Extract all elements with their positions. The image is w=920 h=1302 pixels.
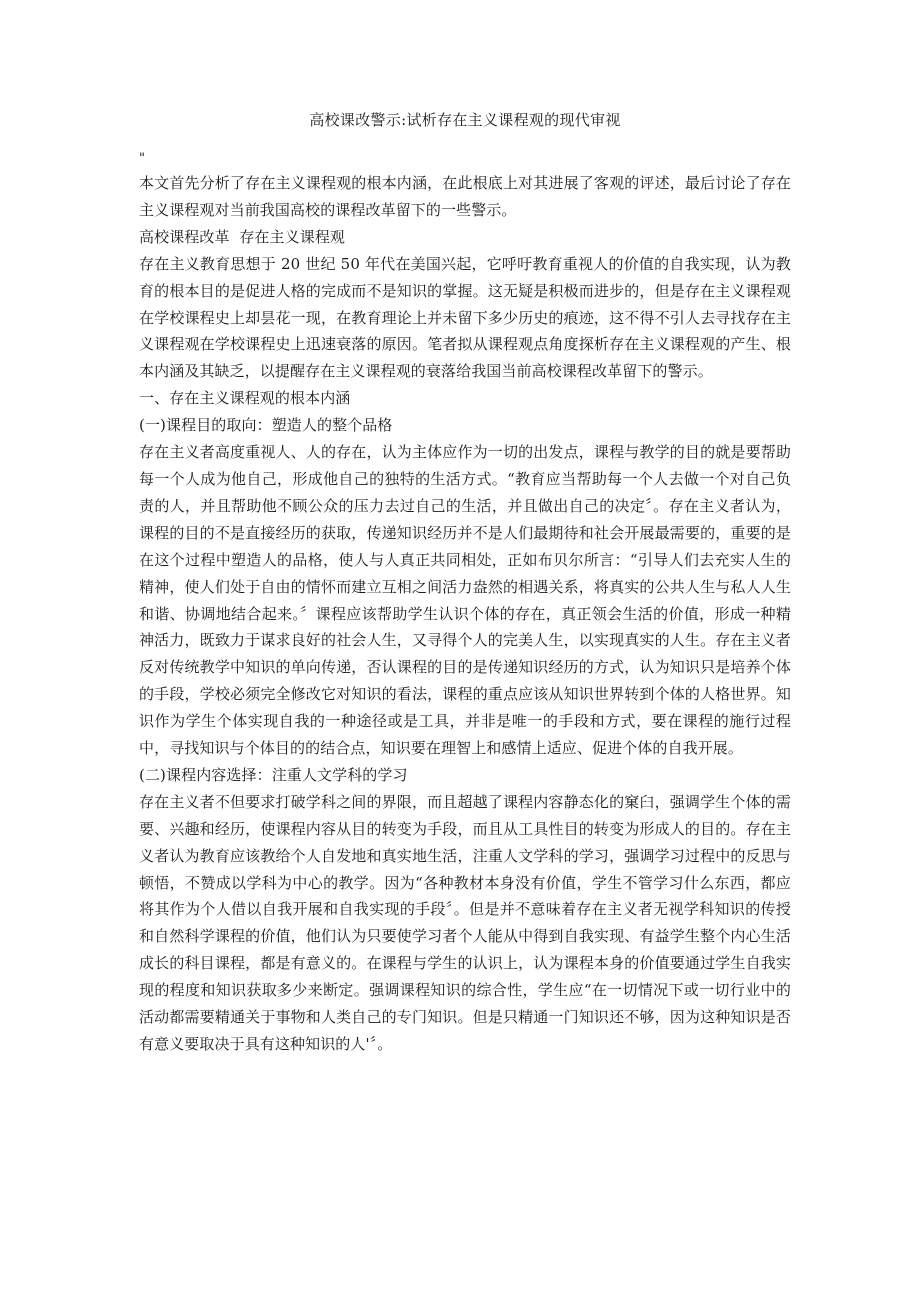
document-title: 高校课改警示:试析存在主义课程观的现代审视: [309, 111, 621, 129]
document-page: [139, 110, 791, 1058]
subsection-body-2: 存在主义者不但要求打破学科之间的界限，而且超越了课程内容静态化的窠臼，强调学生个体的需要、兴趣和经历，使课程内容从目的转变为手段，而且从工具性目的转变为形成人的目的。存在主义者认为教育应该教给个人自发地和真实地生活，注重人文学科的学习，强调学习过程中的反思与顿悟，不赞成以学科为中心的教学。因为“各种教材本身没有价值，学生不管学习什么东西，都应将其作为个人借以自我开展和自我实现的手段〞。但是并不意味着存在主义者无视学科知识的传授和自然科学课程的价值，他们认为只要使学习者个人能从中得到自我实现、有益学生整个内心生活成长的科目课程，都是有意义的。在课程与学生的认识上，认为课程本身的价值要通过学生自我实现的程度和知识获取多少来断定。强调课程知识的综合性，学生应“在一切情况下或一切行业中的活动都需要精通关于事物和人类自己的专门知识。但是只精通一门知识还不够，因为这种知识是否有意义要取决于具有这种知识的人'〞。: [139, 792, 791, 1053]
subsection-heading-2: (二)课程内容选择：注重人文学科的学习: [139, 765, 408, 784]
intro-paragraph: 存在主义教育思想于 20 世纪 50 年代在美国兴起，它呼吁教育重视人的价值的自我实现，认为教育的根本目的是促进人格的完成而不是知识的掌握。这无疑是积极而进步的，但是存在主义课程观在学校课程史上却昙花一现，在教育理论上并未留下多少历史的痕迹，这不得不引人去寻找存在主义课程观在学校课程史上迅速衰落的原因。笔者拟从课程观点角度探析存在主义课程观的产生、根本内涵及其缺乏，以提醒存在主义课程观的衰落给我国当前高校课程改革留下的警示。: [139, 254, 791, 381]
subsection-body-1: 存在主义者高度重视人、人的存在，认为主体应作为一切的出发点，课程与教学的目的就是要帮助每一个人成为他自己，形成他自己的独特的生活方式。“教育应当帮助每一个人去做一个对自己负责的人，并且帮助他不顾公众的压力去过自己的生活，并且做出自己的决定〞。存在主义者认为，课程的目的不是直接经历的获取，传递知识经历并不是人们最期待和社会开展最需要的，重要的是在这个过程中塑造人的品格，使人与人真正共同相处，正如布贝尔所言：“引导人们去充实人生的精神，使人们处于自由的情怀而建立互相之间活力盎然的相遇关系，将真实的公共人生与私人人生和谐、协调地结合起来。〞课程应该帮助学生认识个体的存在，真正领会生活的价值，形成一种精神活力，既致力于谋求良好的社会人生，又寻得个人的完美人生，以实现真实的人生。存在主义者反对传统教学中知识的单向传递，否认课程的目的是传递知识经历的方式，认为知识只是培养个体的手段，学校必须完全修改它对知识的看法，课程的重点应该从知识世界转到个体的人格世界。知识作为学生个体实现自我的一种途径或是工具，并非是唯一的手段和方式，要在课程的施行过程中，寻找知识与个体目的的结合点，知识要在理智上和感情上适应、促进个体的自我开展。: [139, 443, 791, 758]
abstract-paragraph: 本文首先分析了存在主义课程观的根本内涵，在此根底上对其进展了客观的评述，最后讨论了存在主义课程观对当前我国高校的课程改革留下的一些警示。: [139, 174, 791, 219]
stray-quote-mark: ": [139, 151, 145, 166]
subsection-heading-1: (一)课程目的取向：塑造人的整个品格: [139, 416, 393, 435]
keywords-line: 高校课程改革 存在主义课程观: [139, 227, 346, 246]
section-heading-1: 一、存在主义课程观的根本内涵: [139, 389, 351, 408]
